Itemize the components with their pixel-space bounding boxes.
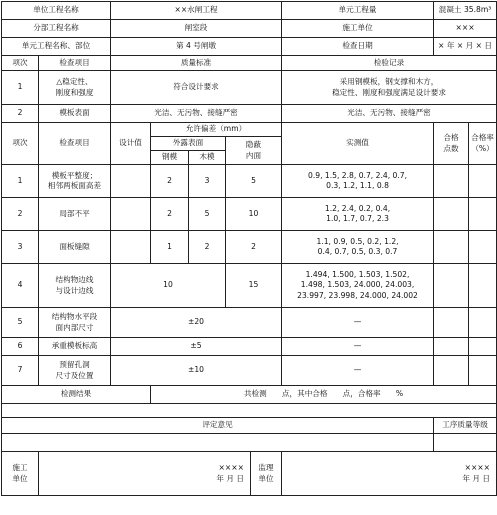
- section1-row-item: △稳定性、 刚度和强度: [39, 71, 111, 105]
- section2-row-steel: 1: [151, 231, 189, 264]
- pass-rate-header: 合格率 （%）: [469, 123, 497, 165]
- inspection-date-value: × 年 × 月 × 日: [434, 38, 497, 56]
- quality-grade-value: [434, 434, 497, 452]
- unit-project-name-label: 单位工程名称: [2, 2, 111, 20]
- section2-row-measured: 1.2, 2.4, 0.2, 0.4, 1.0, 1.7, 0.7, 2.3: [282, 198, 434, 231]
- section1-row-record: 光洁、无污物、接缝严密: [282, 105, 497, 123]
- section2-row-pass: [434, 338, 469, 356]
- blank-row: [2, 404, 497, 418]
- element-quantity-value: 混凝土 35.8m³: [434, 2, 497, 20]
- section2-row-wood: 2: [189, 231, 226, 264]
- section2-row-item: 局部不平: [39, 198, 111, 231]
- section2-row-tolerance: ±20: [111, 308, 282, 338]
- section2-row-rate: [469, 231, 497, 264]
- section2-row-rate: [469, 308, 497, 338]
- section2-row-measured: 1.1, 0.9, 0.5, 0.2, 1.2, 0.4, 0.7, 0.5, 0.3, 0.7: [282, 231, 434, 264]
- section2-row-pass: [434, 264, 469, 308]
- measured-value-header: 实测值: [282, 123, 434, 165]
- result-label: 检测结果: [2, 386, 151, 404]
- section2-row-item: 面板缝隙: [39, 231, 111, 264]
- contractor-label: 施工单位: [282, 20, 434, 38]
- section2-row-no: 4: [2, 264, 39, 308]
- section2-row-no: 3: [2, 231, 39, 264]
- supervisor-sign-label: 监理 单位: [251, 452, 282, 496]
- section2-row-measured: 0.9, 1.5, 2.8, 0.7, 2.4, 0.7, 0.3, 1.2, 1.1, 0.8: [282, 165, 434, 198]
- quality-grade-label: 工序质量等级: [434, 418, 497, 434]
- section2-row-rate: [469, 198, 497, 231]
- inspection-form: [1, 1, 497, 496]
- section2-item-header: 检查项目: [39, 123, 111, 165]
- section2-row-no: 7: [2, 356, 39, 386]
- section2-row-rate: [469, 338, 497, 356]
- section2-row-pass: [434, 356, 469, 386]
- section2-row-pass: [434, 308, 469, 338]
- section2-row-rate: [469, 356, 497, 386]
- section2-row-measured: 1.494, 1.500, 1.503, 1.502, 1.498, 1.503, 24.000, 24.003, 23.997, 23.998, 24.000, 24.002: [282, 264, 434, 308]
- pass-points-header: 合格 点数: [434, 123, 469, 165]
- section2-row-hidden: 2: [226, 231, 282, 264]
- result-text: 共检测 点，其中合格 点，合格率 %: [151, 386, 497, 404]
- section2-row-tolerance: ±5: [111, 338, 282, 356]
- supervisor-signature: ×××× 年 月 日: [282, 452, 497, 496]
- allowable-deviation-header: 允许偏差（mm）: [151, 123, 282, 137]
- section2-row-no: 2: [2, 198, 39, 231]
- sub-project-name-label: 分部工程名称: [2, 20, 111, 38]
- section1-item-header: 检查项目: [39, 56, 111, 71]
- contractor-value: ×××: [434, 20, 497, 38]
- inspection-date-label: 检查日期: [282, 38, 434, 56]
- section2-row-exposed: 10: [111, 264, 226, 308]
- section2-row-design: [111, 165, 151, 198]
- section1-row-record: 采用钢模板，钢支撑和木方， 稳定性、刚度和强度满足设计要求: [282, 71, 497, 105]
- section2-row-measured: —: [282, 308, 434, 338]
- section1-row-standard: 光洁、无污物、接缝严密: [111, 105, 282, 123]
- section2-row-wood: 3: [189, 165, 226, 198]
- section2-row-design: [111, 198, 151, 231]
- section2-row-hidden: 15: [226, 264, 282, 308]
- contractor-signature: ×××× 年 月 日: [39, 452, 251, 496]
- unit-project-name-value: ××水闸工程: [111, 2, 282, 20]
- section1-row-no: 2: [2, 105, 39, 123]
- section2-row-item: 模板平整度； 相邻两板面高差: [39, 165, 111, 198]
- element-name-label: 单元工程名称、部位: [2, 38, 111, 56]
- section2-row-steel: 2: [151, 198, 189, 231]
- section1-row-no: 1: [2, 71, 39, 105]
- evaluation-opinion-value: [2, 434, 434, 452]
- contractor-sign-label: 施工 单位: [2, 452, 39, 496]
- design-value-header: 设计值: [111, 123, 151, 165]
- section1-row-item: 模板表面: [39, 105, 111, 123]
- section2-row-tolerance: ±10: [111, 356, 282, 386]
- hidden-surface-header: 隐蔽 内面: [226, 137, 282, 165]
- wood-form-header: 木模: [189, 151, 226, 165]
- section2-row-wood: 5: [189, 198, 226, 231]
- section2-row-item: 承重模板标高: [39, 338, 111, 356]
- section2-row-measured: —: [282, 356, 434, 386]
- section2-row-no: 6: [2, 338, 39, 356]
- section2-row-pass: [434, 198, 469, 231]
- section2-row-hidden: 5: [226, 165, 282, 198]
- section2-row-pass: [434, 165, 469, 198]
- exposed-surface-header: 外露表面: [151, 137, 226, 151]
- evaluation-opinion-label: 评定意见: [2, 418, 434, 434]
- sub-project-name-value: 闸室段: [111, 20, 282, 38]
- section2-row-measured: —: [282, 338, 434, 356]
- section2-row-design: [111, 231, 151, 264]
- element-quantity-label: 单元工程量: [282, 2, 434, 20]
- section2-row-rate: [469, 264, 497, 308]
- section2-row-hidden: 10: [226, 198, 282, 231]
- section2-row-pass: [434, 231, 469, 264]
- section2-row-item: 预留孔洞 尺寸及位置: [39, 356, 111, 386]
- section2-row-item: 结构物水平段 面内部尺寸: [39, 308, 111, 338]
- section2-row-steel: 2: [151, 165, 189, 198]
- section2-row-rate: [469, 165, 497, 198]
- section2-no-header: 项次: [2, 123, 39, 165]
- section1-row-standard: 符合设计要求: [111, 71, 282, 105]
- section2-row-no: 5: [2, 308, 39, 338]
- section1-standard-header: 质量标准: [111, 56, 282, 71]
- section1-no-header: 项次: [2, 56, 39, 71]
- section2-row-item: 结构物边线 与设计边线: [39, 264, 111, 308]
- section2-row-no: 1: [2, 165, 39, 198]
- section1-record-header: 检验记录: [282, 56, 497, 71]
- element-name-value: 第 4 号闸墩: [111, 38, 282, 56]
- steel-form-header: 钢模: [151, 151, 189, 165]
